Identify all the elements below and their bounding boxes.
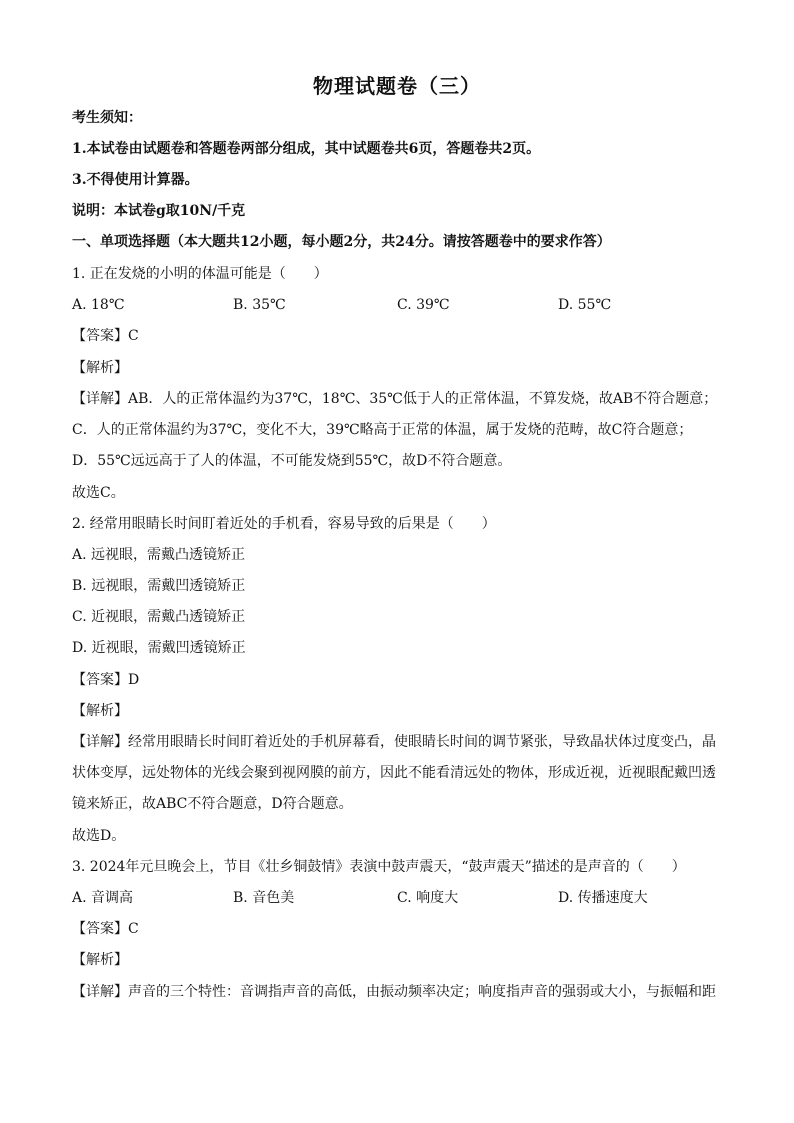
- question-2-option-c: C. 近视眼，需戴凸透镜矫正: [72, 609, 246, 625]
- question-2-answer: 【答案】D: [72, 672, 140, 688]
- question-3-option-a: A. 音调高: [72, 890, 134, 906]
- question-2-option-b: B. 远视眼，需戴凹透镜矫正: [72, 578, 246, 594]
- question-2-detail-line-3: 镜来矫正，故ABC不符合题意，D符合题意。: [72, 796, 353, 812]
- question-2-conclusion: 故选D。: [72, 828, 126, 844]
- question-2-option-d: D. 近视眼，需戴凹透镜矫正: [72, 640, 246, 656]
- question-1-analysis: 【解析】: [72, 360, 128, 376]
- question-3-analysis: 【解析】: [72, 952, 128, 968]
- question-2-option-a: A. 远视眼，需戴凸透镜矫正: [72, 547, 246, 563]
- section-heading: 一、单项选择题（本大题共12小题，每小题2分，共24分。请按答题卷中的要求作答）: [72, 234, 611, 250]
- question-1-detail-line-3: D．55℃远远高于了人的体温，不可能发烧到55℃，故D不符合题意。: [72, 453, 512, 469]
- question-1-detail-line-1: 【详解】AB．人的正常体温约为37℃，18℃、35℃低于人的正常体温，不算发烧，故AB不符合题意；: [72, 391, 718, 407]
- question-3-stem: 3. 2024年元旦晚会上，节目《壮乡铜鼓情》表演中鼓声震天，“鼓声震天”描述的是声音的（ ）: [72, 859, 686, 875]
- question-1-conclusion: 故选C。: [72, 485, 125, 501]
- question-2-stem: 2. 经常用眼睛长时间盯着近处的手机看，容易导致的后果是（ ）: [72, 516, 496, 532]
- notice-item-1: 1.本试卷由试题卷和答题卷两部分组成，其中试题卷共6页，答题卷共2页。: [72, 141, 541, 157]
- question-1-option-b: B. 35℃: [233, 297, 286, 313]
- question-3-option-b: B. 音色美: [233, 890, 295, 906]
- question-1-option-d: D. 55℃: [558, 297, 612, 313]
- page-title: 物理试题卷（三）: [313, 74, 481, 98]
- question-2-detail-line-1: 【详解】经常用眼睛长时间盯着近处的手机屏幕看，使眼睛长时间的调节紧张，导致晶状体过度变凸，晶: [72, 734, 716, 750]
- question-3-answer: 【答案】C: [72, 921, 139, 937]
- notice-note: 说明：本试卷g取10N/千克: [72, 203, 246, 219]
- notice-heading: 考生须知：: [72, 110, 142, 126]
- question-1-detail-line-2: C．人的正常体温约为37℃，变化不大，39℃略高于正常的体温，属于发烧的范畴，故C符合题意；: [72, 422, 693, 438]
- question-3-option-c: C. 响度大: [397, 890, 459, 906]
- question-2-analysis: 【解析】: [72, 703, 128, 719]
- question-2-detail-line-2: 状体变厚，远处物体的光线会聚到视网膜的前方，因此不能看清远处的物体，形成近视，近视眼配戴凹透: [72, 765, 716, 781]
- notice-item-2: 3.不得使用计算器。: [72, 172, 199, 188]
- question-1-option-a: A. 18℃: [72, 297, 125, 313]
- question-1-stem: 1. 正在发烧的小明的体温可能是（ ）: [72, 266, 328, 282]
- question-3-detail-line-1: 【详解】声音的三个特性：音调指声音的高低，由振动频率决定；响度指声音的强弱或大小，与振幅和距: [72, 984, 716, 1000]
- question-1-option-c: C. 39℃: [397, 297, 450, 313]
- question-3-option-d: D. 传播速度大: [558, 890, 648, 906]
- question-1-answer: 【答案】C: [72, 328, 139, 344]
